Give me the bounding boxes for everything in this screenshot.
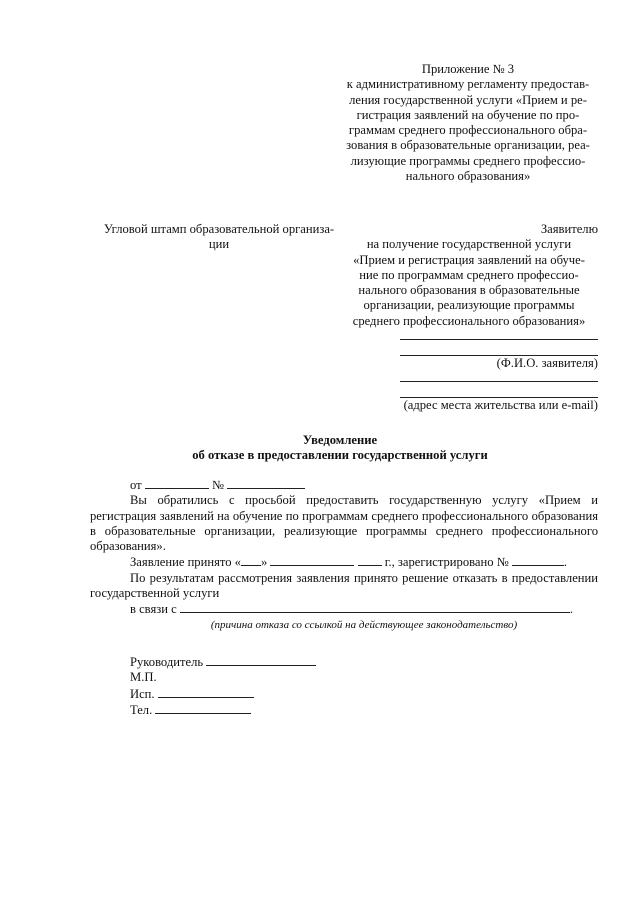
reason-caption: (причина отказа со ссылкой на действующее законодательство) [210,618,518,631]
notice-heading [140,433,540,464]
stamp-line: Угловой штамп образовательной организа- [103,222,335,236]
date-number-line [90,477,598,493]
annex-line: зования в образовательные организации, реа- [346,138,590,153]
address-line-1[interactable] [400,381,598,382]
fio-line-1[interactable] [400,339,598,340]
fio-caption: (Ф.И.О. заявителя) [496,356,598,371]
addressee-line: «Прием и регистрация заявлений на обуче- [353,252,585,267]
addressee-line: на получение государственной услуги [366,237,572,252]
addressee-line: ние по программам среднего профессио- [359,267,579,282]
reason-field[interactable] [180,601,570,613]
registration-number-field[interactable] [512,554,564,566]
executor-field[interactable] [158,686,254,698]
annex-line: ления государственной услуги «Прием и ре- [349,92,587,107]
phone-line [130,702,598,718]
reason-prefix: в связи с [130,602,177,617]
annex-line: граммам среднего профессионального обра- [348,123,588,138]
executor-line [130,686,598,702]
accepted-month-field[interactable] [270,554,354,566]
head-line [130,654,598,670]
number-field[interactable] [227,477,305,489]
stamp-line: ции [208,237,230,252]
notice-subtitle: об отказе в предоставлении государственной услуги [192,448,488,463]
seal-label: М.П. [130,670,157,685]
executor-label: Исп. [130,686,155,701]
accepted-year-field[interactable] [358,554,382,566]
date-field[interactable] [145,477,209,489]
addressee-line: организации, реализующие программы [363,298,575,313]
annex-line: нального образования» [405,169,531,184]
accepted-quote-close: » [260,555,268,570]
addressee-line: среднего профессионального образования» [352,313,586,328]
accepted-day-field[interactable] [241,554,261,566]
notice-body [90,477,598,718]
phone-field[interactable] [155,702,251,714]
head-label: Руководитель [130,654,204,669]
decision-paragraph: По результатам рассмотрения заявления принято решение отказать в предоставлении государственной услуги [90,570,598,601]
reason-line: в связи с . [130,602,574,617]
corner-stamp-label [96,222,342,253]
annex-line: к административному регламенту предостав- [346,77,590,92]
head-signature-field[interactable] [206,654,316,666]
address-caption: (адрес места жительства или e-mail) [403,398,598,413]
accepted-prefix: Заявление принято « [130,555,241,570]
annex-block [337,62,599,184]
annex-line: Приложение № 3 [421,62,515,76]
annex-line: гистрация заявлений на обучение по про- [356,107,580,122]
annex-line: лизующие программы среднего профессио- [350,153,586,168]
addressee-line: нального образования в образовательные [358,283,580,298]
signature-block [90,654,598,718]
number-sign: № [211,478,224,492]
addressee-block [340,222,598,414]
notice-title: Уведомление [302,433,378,447]
phone-label: Тел. [130,702,153,717]
addressee-title: Заявителю [540,222,598,236]
from-label: от [130,478,142,492]
accepted-line: Заявление принято « » г., зарегистрировано № . [130,555,568,570]
request-paragraph: Вы обратились с просьбой предоставить государственную услугу «Прием и регистрация заявлений на обучение по программам среднего профессионального образования в образовательные организации, реализующие программы среднего профессионального образования». [90,493,598,554]
registered-label: г., зарегистрировано № [384,555,509,570]
